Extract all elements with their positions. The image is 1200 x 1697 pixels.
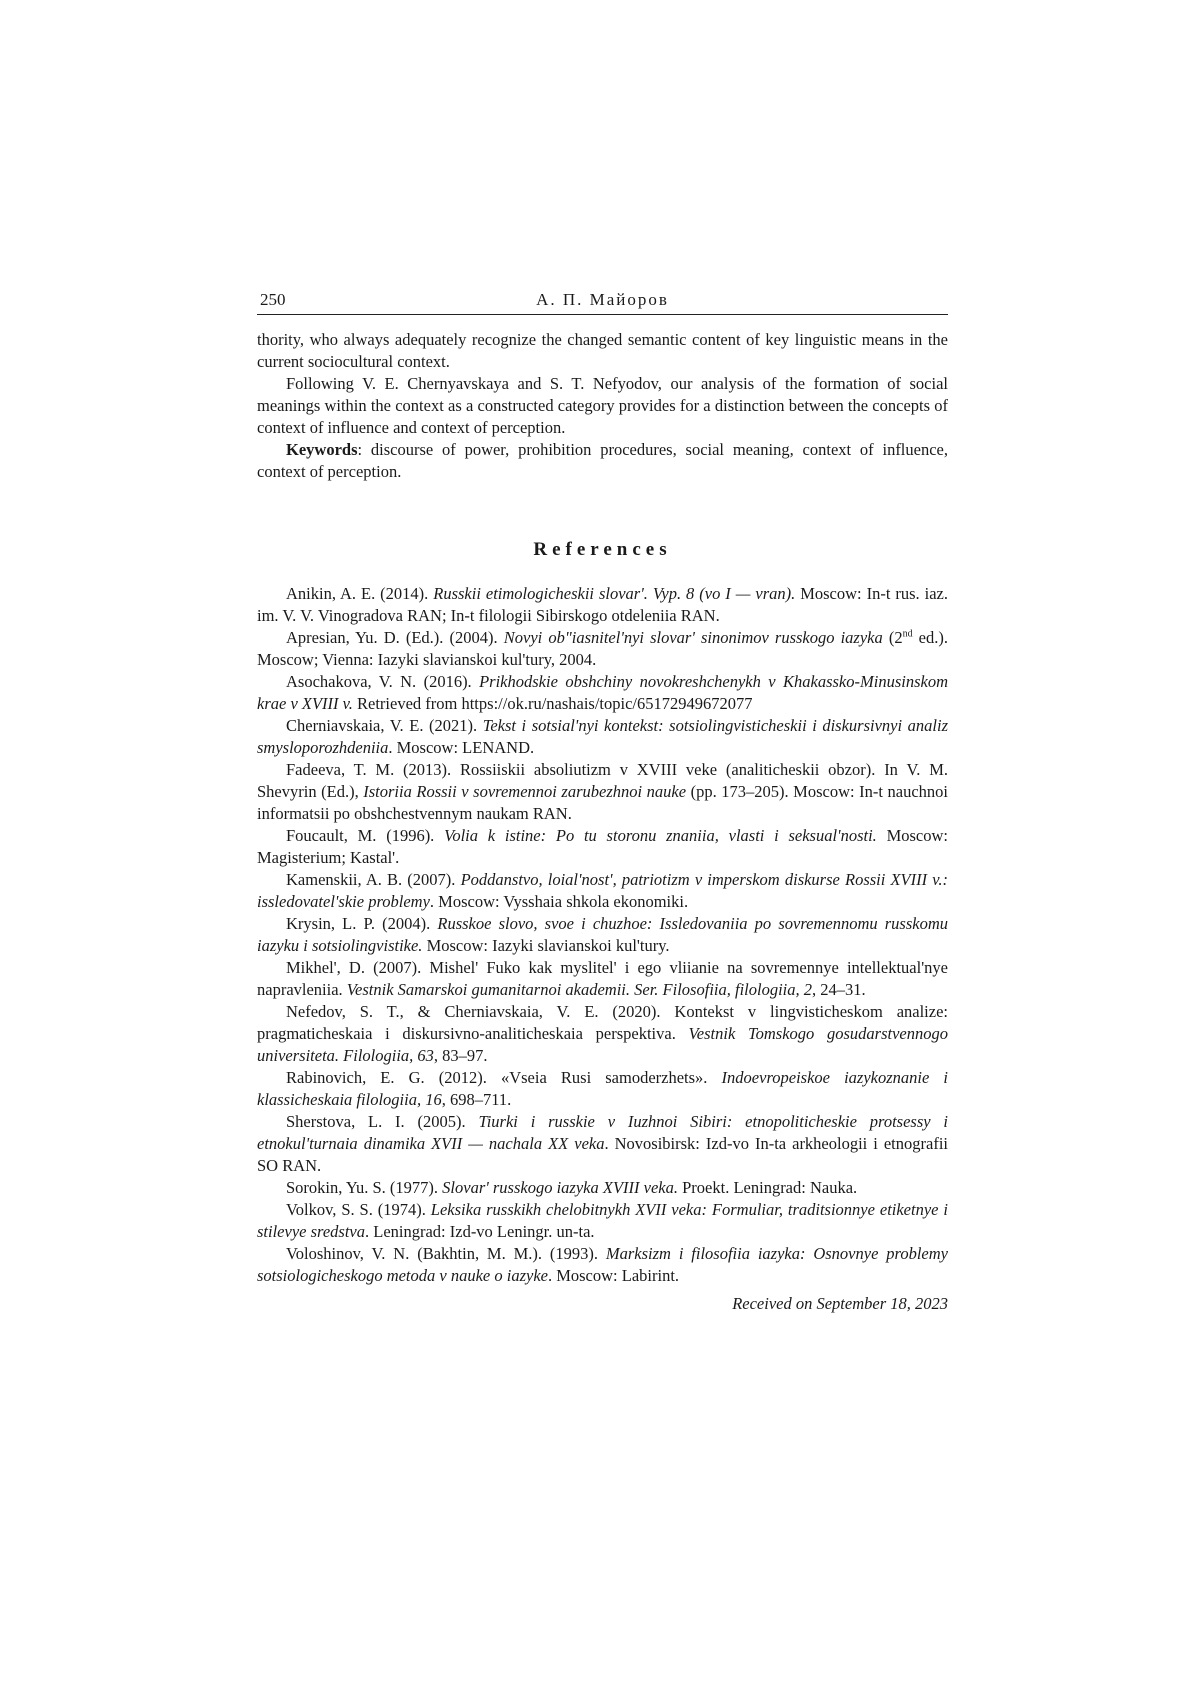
running-head-author: А. П. Майоров (536, 290, 669, 309)
reference-item: Cherniavskaia, V. E. (2021). Tekst i sotsial'nyi kontekst: sotsiolingvisticheskii i diskursivnyi analiz smysloporozhdeniia. Moscow: LENAND. (257, 716, 948, 757)
reference-item: Sorokin, Yu. S. (1977). Slovar' russkogo iazyka XVIII veka. Proekt. Leningrad: Nauka. (286, 1178, 858, 1197)
reference-item: Mikhel', D. (2007). Mishel' Fuko kak myslitel' i ego vliianie na sovremennye intellektual'nye napravleniia. Vestnik Samarskoi gumanitarnoi akademii. Ser. Filosofiia, filologiia, 2, 24–31. (257, 958, 948, 999)
reference-item: Voloshinov, V. N. (Bakhtin, M. M.). (1993). Marksizm i filosofiia iazyka: Osnovnye problemy sotsiologicheskogo metoda v nauke o iazyke. Moscow: Labirint. (257, 1244, 948, 1285)
keywords-text: : discourse of power, prohibition procedures, social meaning, context of influence, context of perception. (257, 440, 948, 481)
references-list (257, 583, 948, 1287)
page-number: 250 (260, 290, 286, 309)
abstract-paragraph: Following V. E. Chernyavskaya and S. T. Nefyodov, our analysis of the formation of social meanings within the context as a constructed category provides for a distinction between the concepts of context of influence and context of perception. (257, 374, 948, 437)
reference-item: Apresian, Yu. D. (Ed.). (2004). Novyi ob"iasnitel'nyi slovar' sinonimov russkogo iazyka (2nd ed.). Moscow; Vienna: Iazyki slavianskoi kul'tury, 2004. (257, 628, 948, 669)
received-date: Received on September 18, 2023 (732, 1294, 948, 1313)
reference-item: Nefedov, S. T., & Cherniavskaia, V. E. (2020). Kontekst v lingvisticheskom analize: pragmaticheskaia i diskursivno-analiticheskaia perspektiva. Vestnik Tomskogo gosudarstvennogo universiteta. Filologiia, 63, 83–97. (257, 1002, 948, 1065)
abstract-continuation: thority, who always adequately recognize the changed semantic content of key linguistic means in the current sociocultural context. (257, 330, 948, 371)
references-heading: References (533, 539, 672, 560)
reference-item: Volkov, S. S. (1974). Leksika russkikh chelobitnykh XVII veka: Formuliar, traditsionnye etiketnye i stilevye sredstva. Leningrad: Izd-vo Leningr. un-ta. (257, 1200, 948, 1241)
running-head (257, 284, 948, 315)
keywords-line (257, 439, 948, 483)
reference-item: Rabinovich, E. G. (2012). «Vseia Rusi samoderzhets». Indoevropeiskoe iazykoznanie i klassicheskaia filologiia, 16, 698–711. (257, 1068, 948, 1109)
reference-item: Kamenskii, A. B. (2007). Poddanstvo, loial'nost', patriotizm v imperskom diskurse Rossii XVIII v.: issledovatel'skie problemy. Moscow: Vysshaia shkola ekonomiki. (257, 870, 948, 911)
abstract-body (257, 329, 948, 483)
reference-item: Sherstova, L. I. (2005). Tiurki i russkie v Iuzhnoi Sibiri: etnopoliticheskie protsessy i etnokul'turnaia dinamika XVII — nachala XX veka. Novosibirsk: Izd-vo In-ta arkheologii i etnografii SO RAN. (257, 1112, 948, 1175)
reference-item: Foucault, M. (1996). Volia k istine: Po tu storonu znaniia, vlasti i seksual'nosti. Moscow: Magisterium; Kastal'. (257, 826, 948, 867)
reference-item: Anikin, A. E. (2014). Russkii etimologicheskii slovar'. Vyp. 8 (vo I — vran). Moscow: In-t rus. iaz. im. V. V. Vinogradova RAN; In-t filologii Sibirskogo otdeleniia RAN. (257, 584, 948, 625)
reference-item: Asochakova, V. N. (2016). Prikhodskie obshchiny novokreshchenykh v Khakassko-Minusinskom krae v XVIII v. Retrieved from https://ok.ru/nashais/topic/65172949672077 (257, 672, 948, 713)
keywords-label: Keywords (286, 440, 358, 459)
reference-item: Krysin, L. P. (2004). Russkoe slovo, svoe i chuzhoe: Issledovaniia po sovremennomu russkomu iazyku i sotsiolingvistike. Moscow: Iazyki slavianskoi kul'tury. (257, 914, 948, 955)
reference-item: Fadeeva, T. M. (2013). Rossiiskii absoliutizm v XVIII veke (analiticheskii obzor). In V. M. Shevyrin (Ed.), Istoriia Rossii v sovremennoi zarubezhnoi nauke (pp. 173–205). Moscow: In-t nauchnoi informatsii po obshchestvennym naukam RAN. (257, 760, 948, 823)
journal-page (257, 284, 948, 1315)
